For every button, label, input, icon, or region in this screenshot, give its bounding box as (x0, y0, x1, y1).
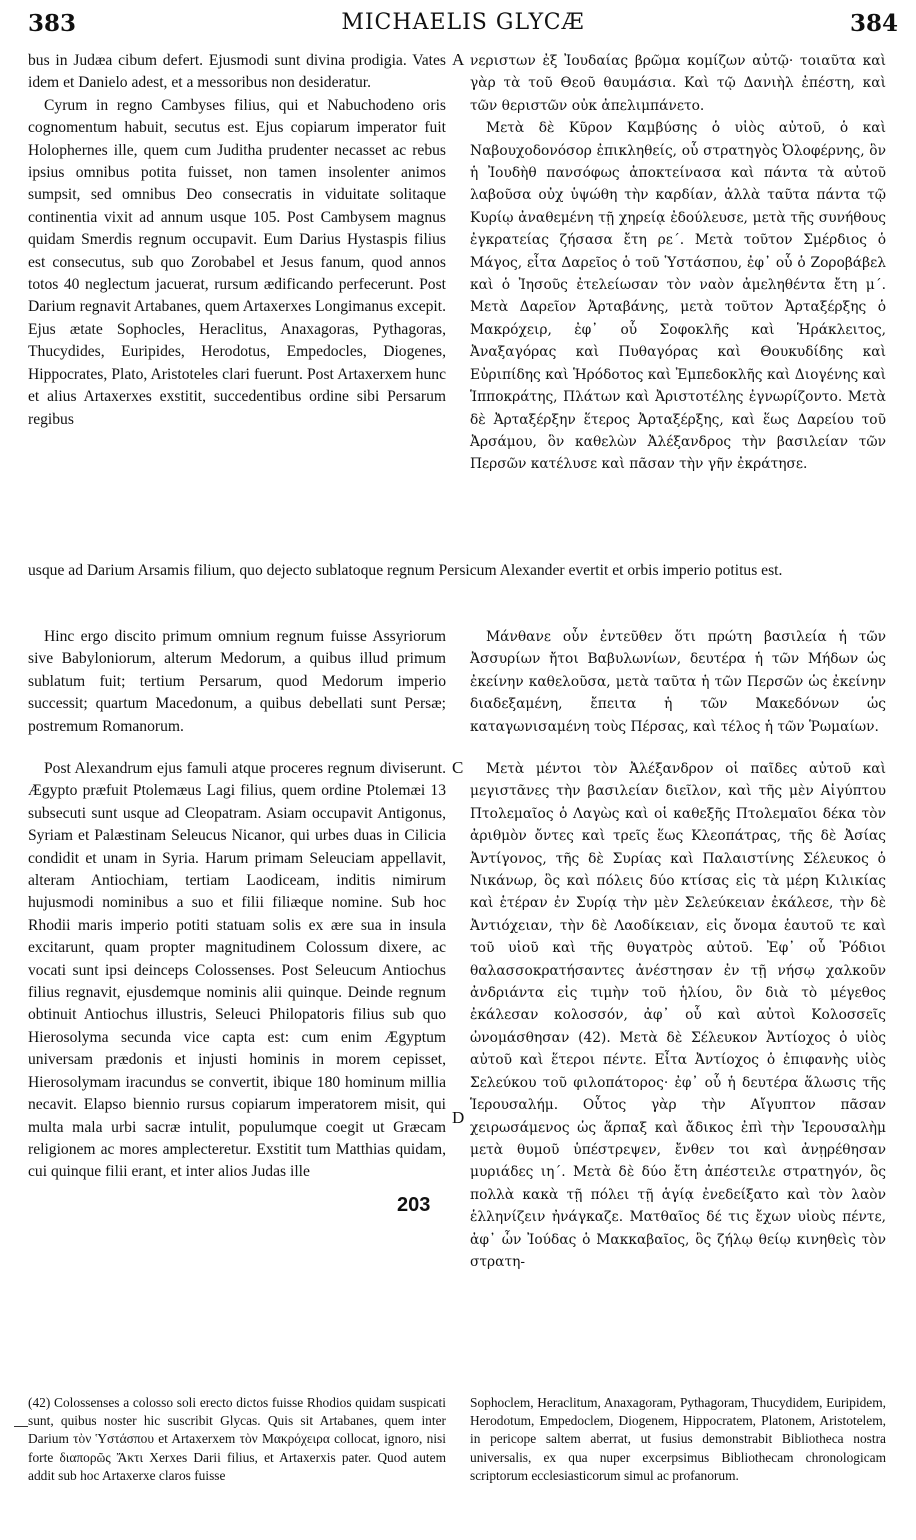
page-header (28, 8, 898, 48)
latin-paragraph: usque ad Darium Arsamis filium, quo dejecto sublatoque regnum Persicum Alexander evertit et orbis imperio potitus est. (28, 562, 783, 579)
column-number: 203 (397, 1194, 431, 1216)
footnote-left: (42) Colossenses a colosso soli erecto dictos fuisse Rhodios quidam suspicati sunt, quibus noster hic suscribit Glycas. Quis sit Artabanes, quem inter Darium τὸν Ὑστάσπου et Artaxerxem τὸν Μακρόχειρα collocat, ignoro, nisi forte διαπορῶς Ἄκτι Xerxes Darii filius, et Artaxerxis pater. Quod autem addit sub hoc Artaxerxe claros fuisse (28, 1395, 446, 1483)
margin-marker-a: A (452, 50, 465, 69)
latin-column-block-2 (28, 626, 446, 738)
page-number-left: 383 (28, 10, 77, 37)
greek-paragraph: Μετὰ δὲ Κῦρον Καμβύσης ὁ υἱὸς αὐτοῦ, ὁ καὶ Ναβουχοδονόσορ ἐπικληθείς, οὗ στρατηγὸς Ὀλοφέρνης, ὃν ἡ Ἰουδὴθ πανσόφως ἀποκτείνασα καὶ πάντα τὰ αὐτοῦ λαβοῦσα οὐχ ὑψώθη τὴν καρδίαν, ἀλλὰ ταῦτα πάντα τῷ Κυρίῳ ἀναθεμένη τῇ χηρείᾳ ἐδούλευσε, μετὰ τῆς συνήθους ἐγκρατείας ζήσασα ἔτη ρε΄. Μετὰ τοῦτον Σμέρδιος ὁ Μάγος, εἶτα Δαρεῖος ὁ τοῦ Ὑστάσπου, ἐφ᾽ οὗ ὁ Ζοροβάβελ καὶ ὁ Ἰησοῦς ἐτελείωσαν τὸν ναὸν ἀμεληθέντα ἔτη μ΄. Μετὰ Δαρεῖον Ἀρταβάνης, μετὰ τοῦτον Ἀρταξέρξης ὁ Μακρόχειρ, ἐφ᾽ οὗ Σοφοκλῆς καὶ Ἡράκλειτος, Ἀναξαγόρας καὶ Πυθαγόρας καὶ Θουκυδίδης καὶ Εὐριπίδης καὶ Ἡρόδοτος καὶ Ἐμπεδοκλῆς καὶ Διογένης καὶ Ἱπποκράτης, Πλάτων καὶ Ἀριστοτέλης ἐγνωρίζοντο. Μετὰ δὲ Ἀρταξέρξην ἕτερος Ἀρταξέρξης, καὶ ἕως Δαρείου τοῦ Ἀρσάμου, ὃν καθελὼν Ἀλέξανδρος τὴν βασιλείαν τῶν Περσῶν κατέλυσε καὶ πᾶσαν τὴν γῆν ἐκράτησε. (470, 120, 886, 473)
footnote-right: Sophoclem, Heraclitum, Anaxagoram, Pythagoram, Thucydidem, Euripidem, Herodotum, Empedoclem, Diogenem, Hippocratem, Platonem, Aristotelem, in pericope saltem aberrat, ut fusius demonstrabit Bibliotheca nostra universalis, ex qua nuper excerpsimus Bibliothecam chronologicam scriptorum ecclesiasticorum simul ac profanorum. (470, 1395, 886, 1483)
greek-paragraph: νεριστων ἐξ Ἰουδαίας βρῶμα κομίζων αὐτῷ· τοιαῦτα καὶ γὰρ τὰ τοῦ Θεοῦ θαυμάσια. Καὶ τῷ Δανιὴλ ἐπέστη, καὶ τῶν θεριστῶν οὐκ ἀπελιμπάνετο. (470, 53, 886, 114)
greek-column-block-3 (470, 758, 886, 1273)
greek-paragraph: Μάνθανε οὖν ἐντεῦθεν ὅτι πρώτη βασιλεία ἡ τῶν Ἀσσυρίων ἤτοι Βαβυλωνίων, δευτέρα ἡ τῶν Μήδων ὡς ἐκείνην καθελοῦσα, μετὰ ταῦτα ἡ τῶν Περσῶν ὡς ἐκείνην διαδεξαμένη, ἔπειτα ἡ τῶν Μακεδόνων ὡς καταγωνισαμένη τοὺς Πέρσας, καὶ τέλος ἡ τῶν Ῥωμαίων. (470, 629, 886, 735)
footnote-dash (14, 1426, 28, 1427)
greek-column-block-2 (470, 626, 886, 738)
latin-column-block-1 (28, 50, 446, 560)
latin-paragraph: Post Alexandrum ejus famuli atque proceres regnum diviserunt. Ægypto præfuit Ptolemæus Lagi filius, quem ordine Ptolemæi 13 subsecuti sunt usque ad Cleopatram. Asiam occupavit Antigonus, Syriam et Palæstinam Seleucus Nicanor, qui urbes duas in Cilicia condidit et unam in Syria. Harum primam Seleuciam appellavit, alteram Antiochiam, tertiam Laodiceam, inditis nimirum hujusmodi nominibus a suo et filii filiæque nomine. Sub hoc Rhodii maris imperio potiti statuam solis ex ære sua in insula excitarunt, quam propter magnitudinem Colossum dixere, ac vocati sunt ipsi deinceps Colossenses. Post Seleucum Antiochus filius regnavit, ejusdemque nominis alii quinque. Deinde regnum obtinuit Antiochus illustris, Seleuci Philopatoris filius sub quo Hierosolyma secunda vice capta est: cum enim Ægyptum universam prædonis et injusti hominis in morem cepisset, Hierosolymam iracundus se convertit, ibique 180 hominum millia necavit. Elapso biennio rursus copiarum imperatorem misit, qui multa mala urbi sacræ intulit, populumque coegit ut Græcam religionem ac mores amplecteretur. Exstitit tum Matthias quidam, cui quinque filii erant, et inter alios Judas ille (28, 760, 446, 1181)
greek-paragraph: Μετὰ μέντοι τὸν Ἀλέξανδρον οἱ παῖδες αὐτοῦ καὶ μεγιστᾶνες τὴν βασιλείαν διεῖλον, καὶ τῆς μὲν Αἰγύπτου Πτολεμαῖος ὁ Λαγὼς καὶ οἱ καθεξῆς Πτολεμαῖοι δέκα τὸν ἀριθμὸν ὄντες καὶ τρεῖς ἕως Κλεοπάτρας, τῆς δὲ Ἀσίας Ἀντίγονος, τῆς δὲ Συρίας καὶ Παλαιστίνης Σέλευκος ὁ Νικάνωρ, ὃς καὶ πόλεις δύο κτίσας εἰς τὰ μέρη Κιλικίας καὶ ἑτέραν ἐν Συρίᾳ τὴν μὲν Σελεύκειαν ἐκάλεσε, τὴν δὲ Ἀντιόχειαν, τὴν δὲ Λαοδίκειαν, εἰς ὄνομα ἑαυτοῦ τε καὶ τοῦ υἱοῦ καὶ τῆς θυγατρὸς αὐτοῦ. Ἐφ᾽ οὗ Ῥόδιοι θαλασσοκρατήσαντες ἀνέστησαν ἐν τῇ νήσῳ χαλκοῦν ἀνδριάντα εἰς τιμὴν τοῦ ἡλίου, ὃν διὰ τὸ μέγεθος ἐκάλεσαν κολοσσόν, ἀφ᾽ οὗ καὶ αὐτοὶ Κολοσσεῖς ὠνομάσθησαν (42). Μετὰ δὲ Σέλευκον Ἀντίοχος ὁ υἱὸς αὐτοῦ καὶ ἕτεροι πέντε. Εἶτα Ἀντίοχος ὁ ἐπιφανὴς υἱὸς Σελεύκου τοῦ φιλοπάτορος· ἐφ᾽ οὗ ἡ δευτέρα ἅλωσις τῆς Ἱερουσαλήμ. Οὗτος γὰρ τὴν Αἴγυπτον πᾶσαν χειρωσάμενος ὡς ἅρπαξ καὶ ἄδικος ἐπὶ τὴν Ἱερουσαλὴμ μετὰ θυμοῦ ὑπέστρεψεν, ἔνθεν τοι καὶ ἀνῃρέθησαν μυριάδες ιη΄. Μετὰ δὲ δύο ἔτη ἀπέστειλε στρατηγόν, ὃς πολλὰ κακὰ τῇ πόλει τῇ ἁγίᾳ ἐνεδείξατο καὶ τὸν λαὸν ἑλληνίζειν ἠνάγκαζε. Ματθαῖος δέ τις ἔχων υἱοὺς πέντε, ἀφ᾽ ὧν Ἰούδας ὁ Μακκαβαῖος, ὃς ζήλῳ θείῳ κινηθεὶς τὸν στρατη- (470, 761, 886, 1270)
latin-column-block-3 (28, 758, 446, 1184)
margin-marker-c: C (452, 758, 464, 777)
running-title: MICHAELIS GLYCÆ (341, 10, 585, 35)
latin-paragraph: Hinc ergo discito primum omnium regnum fuisse Assyriorum sive Babyloniorum, alterum Medorum, a quibus illud primum sublatum fuit; tertium Persarum, quod Medorum imperio successit; quartum Macedonum, a quibus debellati sunt Persæ; postremum Romanorum. (28, 628, 446, 735)
latin-spanning-line (28, 560, 886, 582)
greek-column-block-1 (470, 50, 886, 560)
margin-marker-d: D (452, 1108, 465, 1127)
latin-paragraph: Cyrum in regno Cambyses filius, qui et Nabuchodeno oris cognomentum habuit, secutus est. Ejus copiarum imperator fuit Holophernes ille, quem cum Juditha prudenter necasset ac rebus ipsius omnibus potita fuisset, non tamen insolenter animos sumpsit, sed omnibus Deo consecratis in viduitate solitaque continentia vixit ad annum usque 105. Post Cambysem magnus quidam Smerdis regnum occupavit. Eum Darius Hystaspis filius est consecutus, sub quo Zorobabel et Jesus fanum, quod annos totos 40 neglectum jacuerat, rursum ædificando perfecerunt. Post Darium regnavit Artabanes, quem Artaxerxes Longimanus excepit. Ejus ætate Sophocles, Heraclitus, Anaxagoras, Pythagoras, Thucydides, Euripides, Herodotus, Empedocles, Diogenes, Hippocrates, Plato, Aristoteles clari fuerunt. Post Artaxerxem hunc et alius Artaxerxes exstitit, succedentibus ordine sibi Persarum regibus (28, 96, 446, 428)
latin-paragraph: bus in Judæa cibum defert. Ejusmodi sunt divina prodigia. Vates idem et Danielo adest, et a messoribus non desideratur. (28, 52, 446, 92)
page-number-right: 384 (849, 10, 898, 37)
